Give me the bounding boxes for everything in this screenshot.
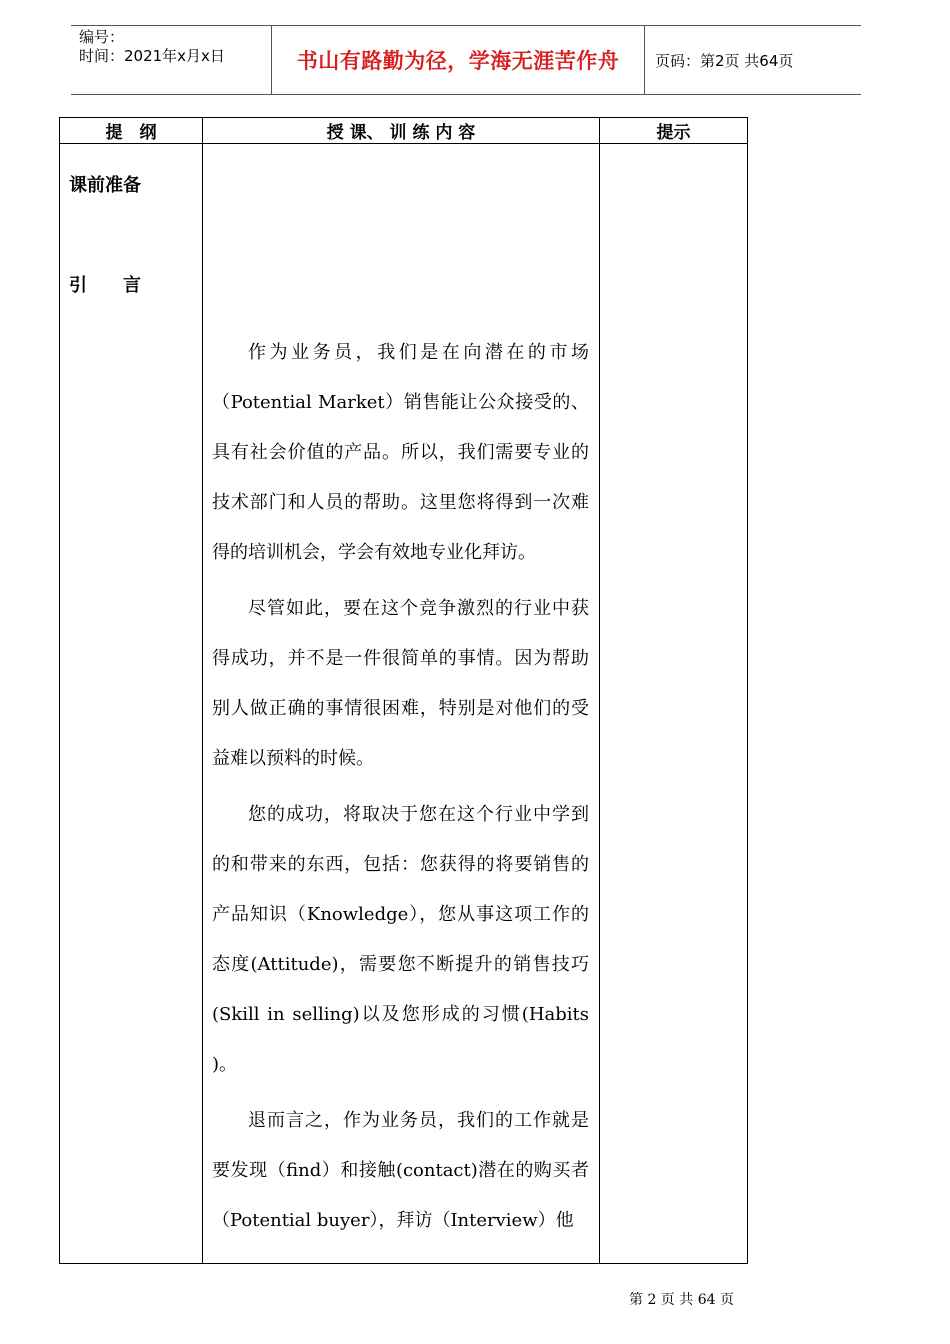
paragraph: 您的成功，将取决于您在这个行业中学到的和带来的东西，包括：您获得的将要销售的产品知识（Knowledge），您从事这项工作的态度(Attitude)，需要您不断提升的销售技巧(Skill in selling)以及您形成的习惯(Habits )。 [212, 804, 589, 1075]
column-divider [202, 118, 203, 1263]
header-row-divider [60, 143, 747, 144]
page-footer: 第 2 页 共 64 页 [629, 1292, 734, 1308]
column-divider [599, 118, 600, 1263]
number-label: 编号： [79, 28, 125, 46]
column-header-hint: 提示 [656, 123, 691, 143]
time-label: 时间：2021年x月x日 [79, 47, 225, 65]
page-code: 页码：第2页 共64页 [655, 51, 794, 70]
paragraph: 作为业务员，我们是在向潜在的市场（Potential Market）销售能让公众接受的、具有社会价值的产品。所以，我们需要专业的技术部门和人员的帮助。这里您将得到一次难得的培训机会，学会有效地专业化拜访。 [212, 342, 589, 563]
motto: 书山有路勤为径，学海无涯苦作舟 [296, 49, 620, 73]
column-header-outline: 提 纲 [105, 123, 157, 143]
column-header-content: 授 课、 训 练 内 容 [326, 123, 476, 143]
document-header [71, 25, 861, 95]
outline-item-preparation: 课前准备 [69, 175, 141, 196]
paragraph: 退而言之，作为业务员，我们的工作就是要发现（find）和接触(contact)潜在的购买者（Potential buyer），拜访（Interview）他 [212, 1110, 589, 1231]
header-meta [71, 26, 271, 94]
outline-item-introduction: 引 言 [69, 275, 141, 296]
header-page-code [645, 26, 861, 94]
paragraph: 尽管如此，要在这个竞争激烈的行业中获得成功，并不是一件很简单的事情。因为帮助别人做正确的事情很困难，特别是对他们的受益难以预料的时候。 [212, 598, 589, 769]
header-motto-cell [271, 26, 645, 94]
lesson-content [212, 328, 589, 1252]
lesson-table [59, 117, 748, 1264]
